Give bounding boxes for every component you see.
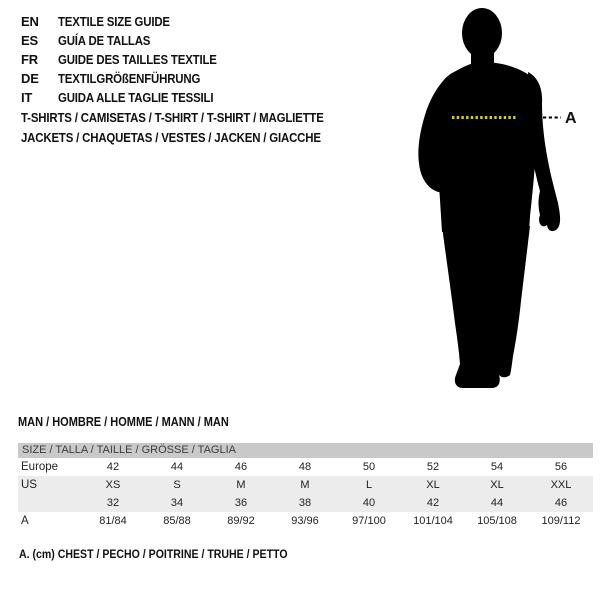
- table-row-europe: [18, 458, 593, 476]
- language-row-de: [21, 69, 238, 88]
- size-cell: M: [300, 479, 310, 491]
- table-row-chest-a: [18, 512, 593, 530]
- man-silhouette-svg: [402, 2, 580, 398]
- size-cell: 89/92: [227, 515, 255, 527]
- size-cell: 52: [426, 461, 440, 473]
- size-table: [18, 443, 593, 530]
- size-cell: XL: [426, 479, 440, 491]
- size-cell: 50: [362, 461, 376, 473]
- size-cell: 32: [106, 497, 120, 509]
- size-cell: 85/88: [163, 515, 191, 527]
- product-types: [21, 108, 365, 148]
- silhouette-torso: [437, 62, 541, 232]
- size-cell: 101/104: [413, 515, 453, 527]
- language-row-it: [21, 88, 238, 107]
- silhouette-legs: [442, 226, 530, 388]
- size-cell: 93/96: [291, 515, 319, 527]
- size-cell: 109/112: [541, 515, 581, 527]
- language-label: GUIDA ALLE TAGLIE TESSILI: [58, 90, 214, 105]
- size-cell: 44: [490, 497, 504, 509]
- size-cell: 97/100: [352, 515, 386, 527]
- size-cell: 36: [234, 497, 248, 509]
- size-cell: 105/108: [477, 515, 517, 527]
- language-code: FR: [21, 52, 38, 67]
- table-row-us: [18, 476, 593, 494]
- size-cell: 42: [426, 497, 440, 509]
- row-label: Europe: [21, 461, 59, 473]
- size-cell: 40: [362, 497, 376, 509]
- size-cell: 46: [234, 461, 248, 473]
- language-code: EN: [21, 14, 39, 29]
- row-label: US: [21, 479, 37, 491]
- row-label: A: [21, 515, 29, 527]
- size-cell: 54: [490, 461, 504, 473]
- language-label: TEXTILE SIZE GUIDE: [58, 14, 170, 29]
- language-list: [21, 12, 238, 107]
- silhouette-right-arm: [528, 72, 560, 231]
- language-code: DE: [21, 71, 39, 86]
- table-row-us-numeric: [18, 494, 593, 512]
- size-cell: XL: [490, 479, 504, 491]
- language-label: GUÍA DE TALLAS: [58, 33, 151, 48]
- language-row-fr: [21, 50, 238, 69]
- product-line-jackets: JACKETS / CHAQUETAS / VESTES / JACKEN / GIACCHE: [21, 130, 321, 145]
- language-label: TEXTILGRÖßENFÜHRUNG: [58, 71, 201, 86]
- size-cell: 42: [106, 461, 120, 473]
- size-cell: XXL: [550, 479, 572, 491]
- language-row-es: [21, 31, 238, 50]
- section-heading-man: MAN / HOMBRE / HOMME / MANN / MAN: [18, 415, 229, 429]
- size-table-header: SIZE / TALLA / TAILLE / GRÖSSE / TAGLIA: [18, 443, 593, 458]
- language-row-en: [21, 12, 238, 31]
- size-cell: 56: [554, 461, 568, 473]
- size-cell: 44: [170, 461, 184, 473]
- size-cell: S: [173, 479, 181, 491]
- size-cell: 38: [298, 497, 312, 509]
- measure-label-a: A: [565, 110, 577, 127]
- measurement-footnote: A. (cm) CHEST / PECHO / POITRINE / TRUHE / PETTO: [19, 547, 288, 561]
- language-label: GUIDE DES TAILLES TEXTILE: [58, 52, 217, 67]
- language-code: ES: [21, 33, 38, 48]
- language-code: IT: [21, 90, 33, 105]
- size-guide-figure: [402, 2, 580, 398]
- size-cell: XS: [105, 479, 121, 491]
- size-cell: M: [236, 479, 246, 491]
- size-cell: 81/84: [99, 515, 127, 527]
- size-cell: 48: [298, 461, 312, 473]
- product-line-tshirts: T-SHIRTS / CAMISETAS / T-SHIRT / T-SHIRT / MAGLIETTE: [21, 110, 324, 125]
- size-cell: 46: [554, 497, 568, 509]
- size-cell: L: [365, 479, 373, 491]
- size-cell: 34: [170, 497, 184, 509]
